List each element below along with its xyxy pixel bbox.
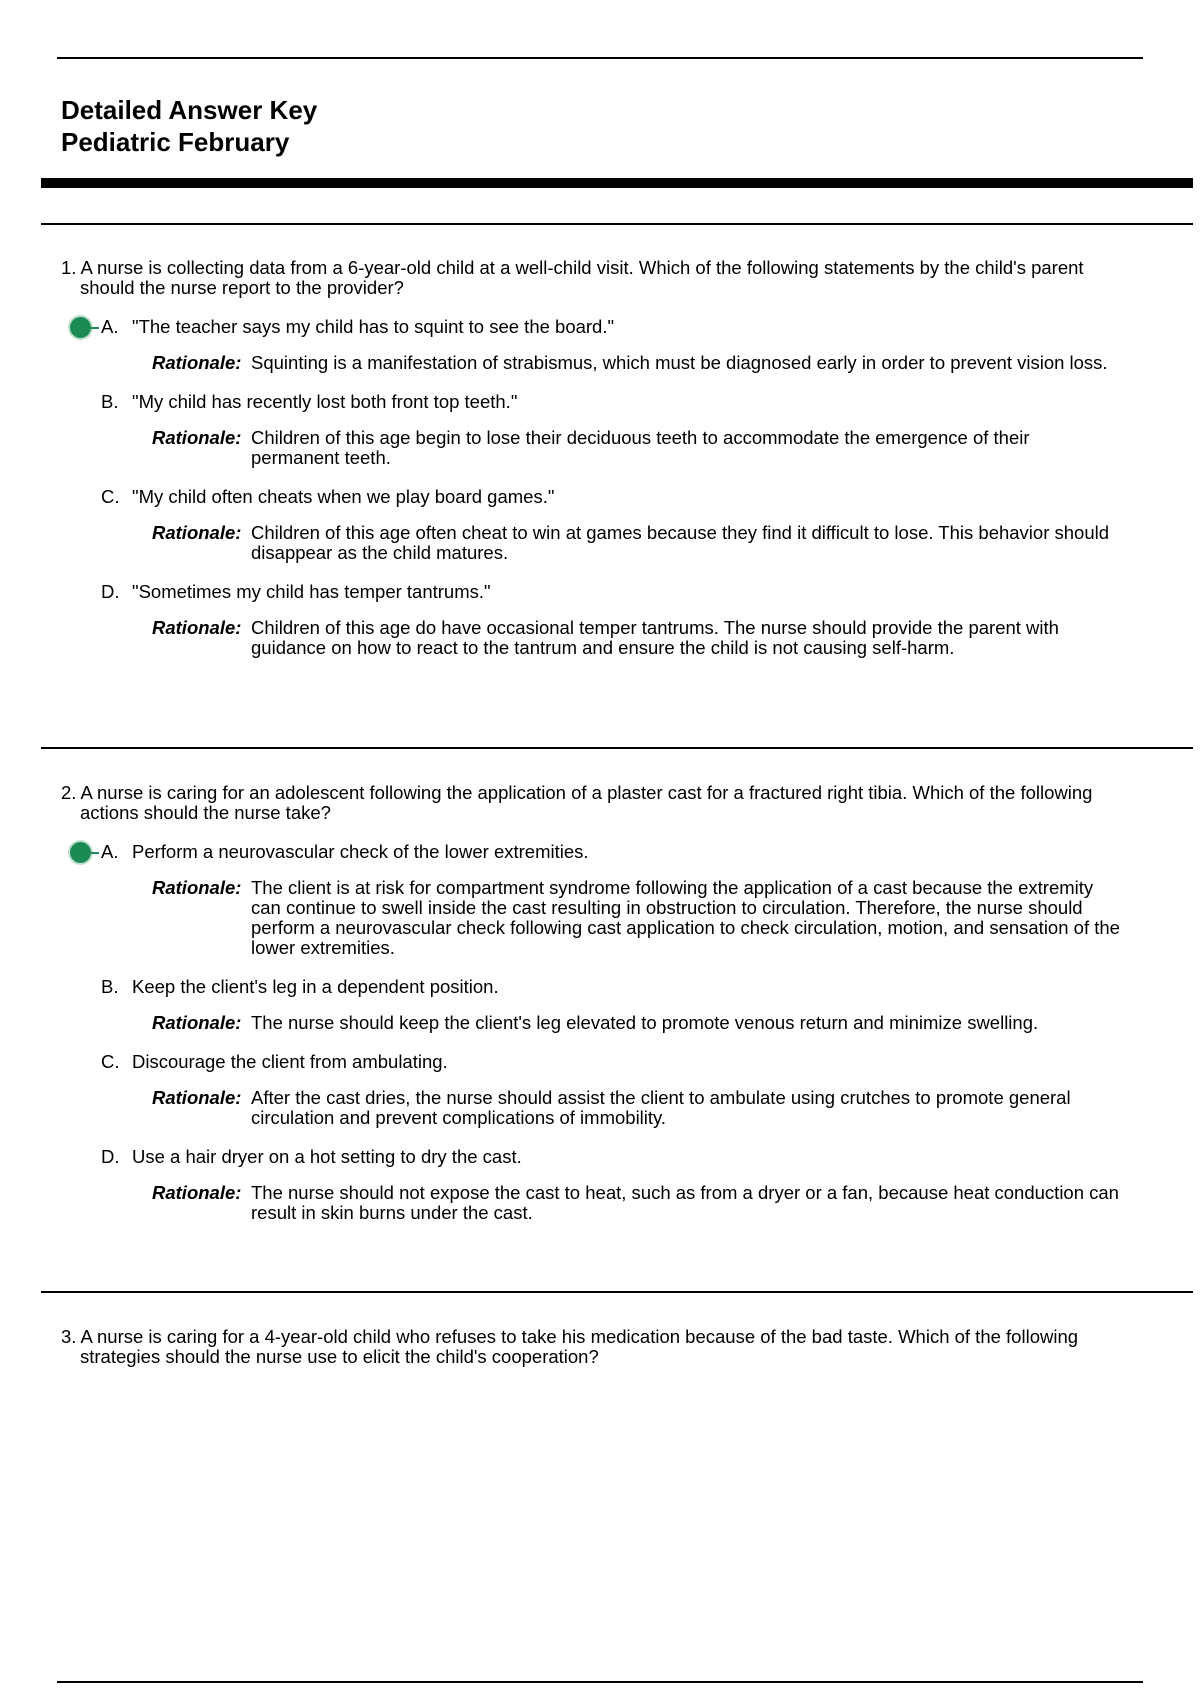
- rationale: [152, 878, 1121, 958]
- correct-answer-marker-icon: [70, 842, 91, 863]
- option-text: Perform a neurovascular check of the lower extremities.: [132, 841, 589, 862]
- option-letter: D.: [101, 581, 120, 602]
- option-letter: B.: [101, 391, 119, 412]
- document-title: [61, 94, 317, 158]
- top-rule: [57, 57, 1143, 59]
- rationale-label: Rationale:: [152, 617, 242, 638]
- rationale-text: Children of this age do have occasional temper tantrums. The nurse should provide the parent with guidance on how to react to the tantrum and ensure the child is not causing self-harm.: [251, 617, 1059, 658]
- title-thick-rule: [41, 178, 1193, 188]
- option-letter: C.: [101, 486, 120, 507]
- option-c: [61, 1052, 1121, 1128]
- rationale-text: Squinting is a manifestation of strabismus, which must be diagnosed early in order to prevent vision loss.: [251, 352, 1108, 373]
- question-2: [61, 783, 1121, 1223]
- bottom-rule: [57, 1681, 1143, 1683]
- section-divider: [41, 747, 1193, 749]
- option-d: [61, 582, 1121, 658]
- rationale: [152, 353, 1121, 373]
- rationale: [152, 618, 1121, 658]
- option-letter: C.: [101, 1051, 120, 1072]
- option-a: [61, 317, 1121, 373]
- option-text: Use a hair dryer on a hot setting to dry the cast.: [132, 1146, 522, 1167]
- question-stem: 2. A nurse is caring for an adolescent following the application of a plaster cast for a fractured right tibia. Which of the following actions should the nurse take?: [61, 782, 1093, 823]
- option-text: Keep the client's leg in a dependent position.: [132, 976, 499, 997]
- rationale-label: Rationale:: [152, 522, 242, 543]
- question-1: [61, 258, 1121, 658]
- rationale-text: Children of this age often cheat to win at games because they find it difficult to lose. This behavior should disappear as the child matures.: [251, 522, 1110, 563]
- rationale: [152, 1013, 1121, 1033]
- rationale: [152, 1183, 1121, 1223]
- option-text: "My child has recently lost both front top teeth.": [132, 391, 518, 412]
- rationale-text: The nurse should keep the client's leg elevated to promote venous return and minimize swelling.: [251, 1012, 1039, 1033]
- rationale-label: Rationale:: [152, 1012, 242, 1033]
- option-text: "The teacher says my child has to squint to see the board.": [132, 316, 615, 337]
- question-stem: 3. A nurse is caring for a 4-year-old child who refuses to take his medication because of the bad taste. Which of the following strategies should the nurse use to elicit the child's cooperation?: [61, 1326, 1079, 1367]
- rationale-text: The nurse should not expose the cast to heat, such as from a dryer or a fan, because heat conduction can result in skin burns under the cast.: [251, 1182, 1119, 1223]
- rationale-label: Rationale:: [152, 1087, 242, 1108]
- option-letter: B.: [101, 976, 119, 997]
- option-d: [61, 1147, 1121, 1223]
- rationale-label: Rationale:: [152, 877, 242, 898]
- option-text: "Sometimes my child has temper tantrums.": [132, 581, 491, 602]
- option-letter: A.: [101, 841, 119, 862]
- option-letter: D.: [101, 1146, 120, 1167]
- rationale-label: Rationale:: [152, 352, 242, 373]
- rationale: [152, 428, 1121, 468]
- correct-answer-marker-icon: [70, 317, 91, 338]
- option-c: [61, 487, 1121, 563]
- option-b: [61, 392, 1121, 468]
- rationale-text: The client is at risk for compartment syndrome following the application of a cast because the extremity can continue to swell inside the cast resulting in obstruction to circulation. Therefore, the nurse should perform a neurovascular check following cast application to check circulation, motion, and sensation of the lower extremities.: [251, 877, 1120, 958]
- option-text: "My child often cheats when we play board games.": [132, 486, 555, 507]
- section-divider: [41, 223, 1193, 225]
- rationale: [152, 523, 1121, 563]
- rationale-text: After the cast dries, the nurse should assist the client to ambulate using crutches to promote general circulation and prevent complications of immobility.: [251, 1087, 1071, 1128]
- title-line-1: Detailed Answer Key: [61, 95, 318, 125]
- rationale-label: Rationale:: [152, 427, 242, 448]
- section-divider: [41, 1291, 1193, 1293]
- rationale-label: Rationale:: [152, 1182, 242, 1203]
- option-b: [61, 977, 1121, 1033]
- option-a: [61, 842, 1121, 958]
- title-line-2: Pediatric February: [61, 127, 290, 157]
- option-letter: A.: [101, 316, 119, 337]
- question-stem: 1. A nurse is collecting data from a 6-year-old child at a well-child visit. Which of the following statements by the child's parent should the nurse report to the provider?: [61, 257, 1084, 298]
- question-3: [61, 1327, 1121, 1367]
- rationale-text: Children of this age begin to lose their deciduous teeth to accommodate the emergence of their permanent teeth.: [251, 427, 1030, 468]
- rationale: [152, 1088, 1121, 1128]
- option-text: Discourage the client from ambulating.: [132, 1051, 448, 1072]
